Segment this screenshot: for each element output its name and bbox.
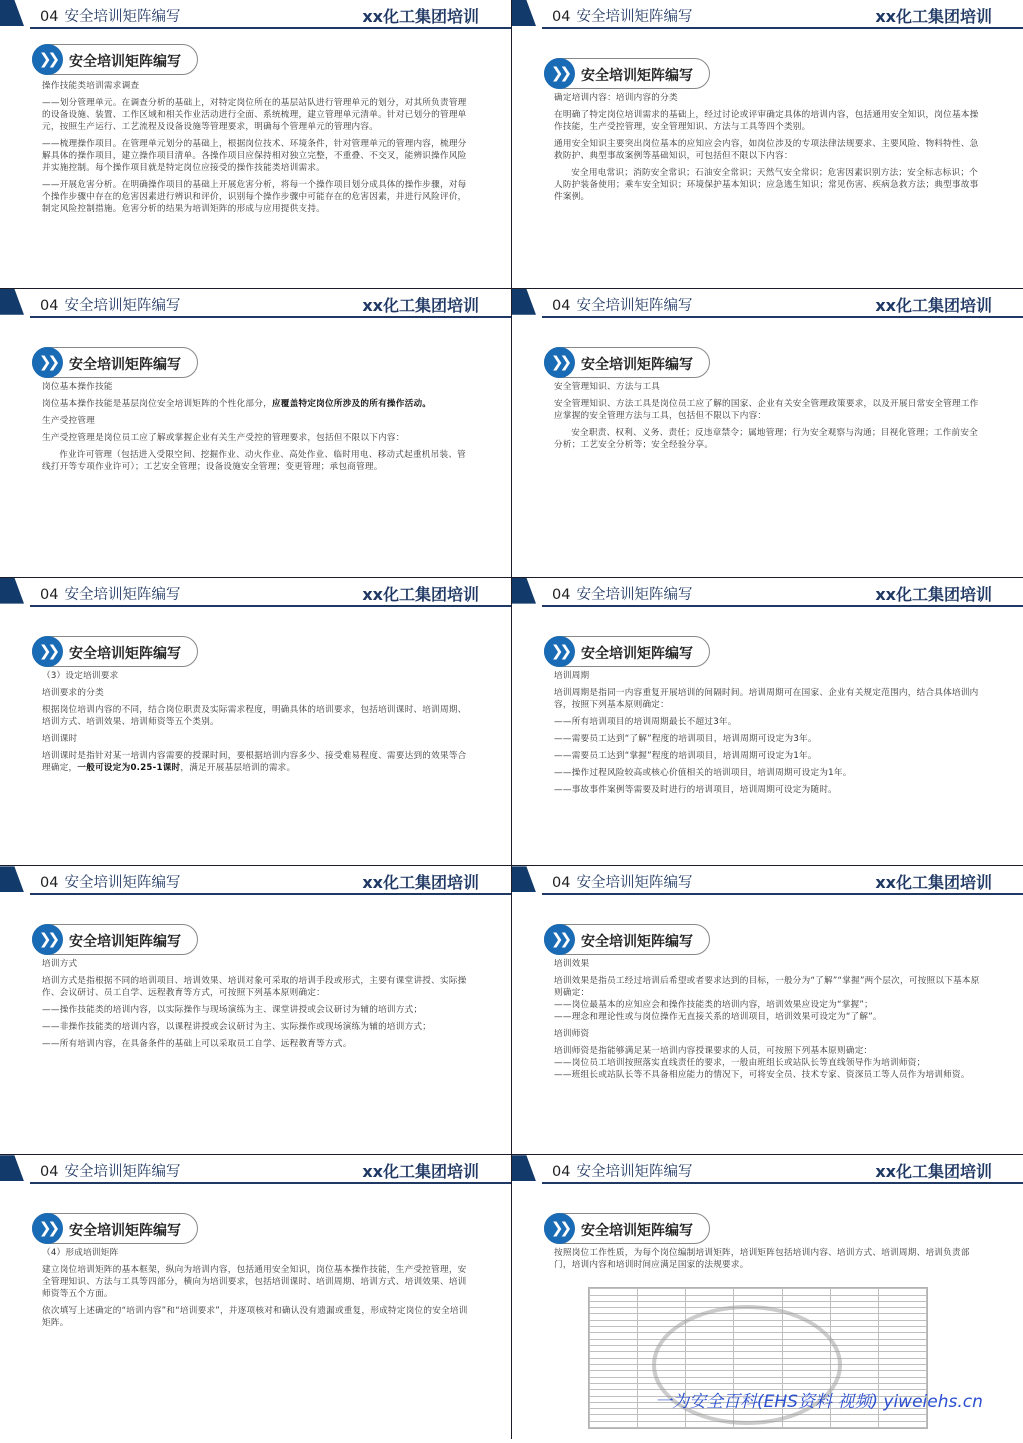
paragraph bbox=[42, 80, 472, 92]
watermark-text: 一为安全百科(EHS资料 视频) yiweiehs.cn bbox=[655, 1392, 983, 1413]
paragraph bbox=[554, 999, 984, 1011]
section-badge bbox=[544, 924, 710, 955]
section-title bbox=[40, 871, 180, 892]
text: 培训效果 bbox=[554, 959, 590, 970]
brand-title: xx化工集团培训 bbox=[875, 1162, 992, 1182]
text: ——所有培训内容，在具备条件的基础上可以采取员工自学、远程教育等方式。 bbox=[42, 1039, 352, 1050]
text: （3）设定培训要求 bbox=[42, 670, 119, 681]
paragraph bbox=[42, 670, 472, 682]
slide-4 bbox=[512, 289, 1023, 577]
paragraph bbox=[42, 138, 472, 174]
paragraph bbox=[42, 704, 472, 728]
slide-body bbox=[554, 958, 984, 1086]
double-chevron-icon: ❯❯ bbox=[32, 44, 63, 75]
slide-body bbox=[554, 92, 984, 208]
text: 依次填写上述确定的“培训内容”和“培训要求”，并逐项核对和确认没有遗漏或重复，形成特定岗位的安全培训矩阵。 bbox=[42, 1306, 468, 1329]
bold-text: 一般可设定为0.25-1课时 bbox=[77, 762, 181, 773]
text: ，满足开展基层培训的需求。 bbox=[180, 762, 296, 773]
text: 培训师资 bbox=[554, 1029, 590, 1040]
section-badge bbox=[32, 44, 198, 75]
header-corner-shape bbox=[512, 0, 536, 26]
section-title bbox=[552, 871, 692, 892]
section-title-text: 安全培训矩阵编写 bbox=[576, 586, 693, 603]
slide-10 bbox=[512, 1155, 1023, 1443]
header-divider bbox=[30, 316, 511, 318]
text: 确定培训内容：培训内容的分类 bbox=[554, 93, 678, 103]
slide-5 bbox=[0, 578, 511, 866]
header-corner-shape bbox=[512, 289, 536, 315]
header-corner-shape bbox=[0, 578, 24, 604]
section-title-text: 安全培训矩阵编写 bbox=[576, 9, 693, 25]
section-title bbox=[552, 1160, 692, 1181]
section-badge bbox=[544, 58, 710, 89]
slide-3 bbox=[0, 289, 511, 577]
slide-9 bbox=[0, 1155, 511, 1443]
section-badge bbox=[544, 636, 710, 667]
section-title-text: 安全培训矩阵编写 bbox=[576, 875, 693, 892]
slide-body bbox=[42, 80, 472, 220]
slide-body bbox=[554, 670, 984, 801]
paragraph bbox=[554, 975, 984, 999]
text: 培训师资是指能够满足某一培训内容授课要求的人员，可按照下列基本原则确定： bbox=[554, 1046, 873, 1057]
text: ——岗位最基本的应知应会和操作技能类的培训内容，培训效果应设定为“掌握”； bbox=[554, 1000, 873, 1011]
text: 培训课时是指针对某一培训内容需要的授课时间，要根据培训内容多少、接受难易程度、需要达到的效果等合理确定， bbox=[42, 750, 467, 773]
text: ——操作过程风险较高或核心价值相关的培训项目，培训周期可设定为1年。 bbox=[554, 767, 852, 778]
header-corner-shape bbox=[0, 0, 24, 26]
section-title bbox=[552, 583, 692, 604]
paragraph bbox=[554, 784, 984, 796]
section-number: 04 bbox=[40, 1164, 59, 1181]
text: 生产受控管理 bbox=[42, 415, 96, 426]
section-title bbox=[552, 5, 692, 26]
text: 在明确了特定岗位培训需求的基础上，经过讨论或评审确定具体的培训内容，包括通用安全知识，岗位基本操作技能，生产受控管理，安全管理知识、方法与工具等四个类别。 bbox=[554, 110, 979, 132]
section-title-text: 安全培训矩阵编写 bbox=[576, 297, 693, 314]
header-divider bbox=[30, 893, 511, 895]
header-corner-shape bbox=[512, 866, 536, 892]
slide-2 bbox=[512, 0, 1023, 288]
header-corner-shape bbox=[512, 1155, 536, 1181]
slide-body bbox=[42, 670, 472, 779]
double-chevron-icon: ❯❯ bbox=[32, 924, 63, 955]
badge-title: 安全培训矩阵编写 bbox=[69, 356, 181, 373]
paragraph bbox=[42, 179, 472, 215]
paragraph bbox=[554, 381, 984, 393]
badge-title: 安全培训矩阵编写 bbox=[69, 645, 181, 662]
paragraph bbox=[554, 167, 984, 203]
paragraph bbox=[554, 750, 984, 762]
paragraph bbox=[42, 958, 472, 970]
double-chevron-icon: ❯❯ bbox=[544, 347, 575, 378]
header-divider bbox=[30, 1182, 511, 1184]
header-divider bbox=[542, 1182, 1023, 1184]
slide-body bbox=[42, 958, 472, 1055]
paragraph bbox=[554, 109, 984, 133]
section-number: 04 bbox=[552, 297, 571, 314]
brand-title: xx化工集团培训 bbox=[875, 295, 992, 315]
paragraph bbox=[42, 1264, 472, 1300]
table-cell bbox=[878, 1421, 926, 1427]
paragraph bbox=[42, 381, 472, 393]
section-title bbox=[40, 5, 180, 26]
double-chevron-icon: ❯❯ bbox=[32, 636, 63, 667]
paragraph bbox=[42, 975, 472, 999]
text: ——需要员工达到“掌握”程度的培训项目，培训周期可设定为1年。 bbox=[554, 750, 817, 761]
badge-title: 安全培训矩阵编写 bbox=[581, 356, 693, 373]
section-number: 04 bbox=[40, 586, 59, 603]
text: ——岗位员工培训按照落实直线责任的要求，一般由班组长或站队长等直线领导作为培训师资； bbox=[554, 1058, 926, 1069]
text: ——划分管理单元。在调查分析的基础上，对特定岗位所在的基层站队进行管理单元的划分，对其所负责管理的设备设施、装置、工作区域和相关作业活动进行全面、系统梳理，建立管理单元清单。针对已划分的管理单元，按照生产运行、工艺流程及设备设施等管理要求，明确每个管理单元的管理内容。 bbox=[42, 98, 467, 132]
brand-title: xx化工集团培训 bbox=[362, 584, 479, 604]
brand-title: xx化工集团培训 bbox=[875, 873, 992, 893]
paragraph bbox=[42, 1247, 472, 1259]
header-divider bbox=[30, 27, 511, 29]
paragraph bbox=[554, 427, 984, 451]
section-title bbox=[40, 294, 180, 315]
brand-title: xx化工集团培训 bbox=[362, 873, 479, 893]
slide-8 bbox=[512, 866, 1023, 1154]
paragraph bbox=[42, 1038, 472, 1050]
text: 生产受控管理是岗位员工应了解或掌握企业有关生产受控的管理要求，包括但不限以下内容： bbox=[42, 432, 405, 443]
text: ——开展危害分析。在明确操作项目的基础上开展危害分析，将每一个操作项目划分成具体的操作步骤，对每个操作步骤中存在的危害因素进行辨识和评价，识别每个操作步骤中可能存在的危害因素，并进行风险评价，制定风险控制措施。危害分析的结果为培训矩阵的形成与应用提供支持。 bbox=[42, 180, 467, 214]
text: 培训课时 bbox=[42, 733, 78, 744]
section-number: 04 bbox=[40, 9, 59, 25]
header-corner-shape bbox=[0, 289, 24, 315]
paragraph bbox=[554, 767, 984, 779]
text: 岗位基本操作技能 bbox=[42, 381, 113, 392]
text: 安全管理知识、方法工具是岗位员工应了解的国家、企业有关安全管理政策要求，以及开展日常安全管理工作应掌握的安全管理方法与工具，包括但不限以下内容： bbox=[554, 398, 979, 421]
text: 作业许可管理（包括进入受限空间、挖掘作业、动火作业、高处作业、临时用电、移动式起重机吊装、管线打开等专项作业许可）；工艺安全管理；设备设施安全管理；变更管理；承包商管理。 bbox=[42, 449, 467, 472]
text: ——事故事件案例等需要及时进行的培训项目，培训周期可设定为随时。 bbox=[554, 784, 838, 795]
text: ——理念和理论性或与岗位操作无直接关系的培训项目，培训效果可设定为“了解”。 bbox=[554, 1012, 882, 1023]
badge-title: 安全培训矩阵编写 bbox=[581, 68, 693, 84]
slide-body bbox=[554, 1247, 984, 1276]
text: ——需要员工达到“了解”程度的培训项目，培训周期可设定为3年。 bbox=[554, 733, 817, 744]
text: 培训方式是指根据不同的培训项目、培训效果、培训对象可采取的培训手段或形式，主要有课堂讲授、实际操作、会议研讨、员工自学、远程教育等方式，可按照下列基本原则确定： bbox=[42, 976, 467, 999]
text: 安全职责、权利、义务、责任；反违章禁令；属地管理；行为安全观察与沟通；目视化管理；工作前安全分析；工艺安全分析等；安全经验分享。 bbox=[554, 427, 979, 450]
double-chevron-icon: ❯❯ bbox=[544, 1213, 575, 1244]
text: ——梳理操作项目。在管理单元划分的基础上，根据岗位技术、环境条件，针对管理单元的管理内容，梳理分解具体的操作项目，建立操作项目清单。各操作项目应保持相对独立完整，不重叠、不交叉，能辨识操作风险并实施控制。每个操作项目就是特定岗位应接受的操作技能类培训需求。 bbox=[42, 139, 467, 173]
text: 操作技能类培训需求调查 bbox=[42, 81, 140, 91]
section-number: 04 bbox=[40, 875, 59, 892]
badge-title: 安全培训矩阵编写 bbox=[69, 1223, 181, 1240]
section-title-text: 安全培训矩阵编写 bbox=[64, 875, 181, 892]
paragraph bbox=[554, 733, 984, 745]
header-corner-shape bbox=[0, 866, 24, 892]
slide-body bbox=[554, 381, 984, 456]
section-badge bbox=[544, 347, 710, 378]
section-title bbox=[40, 1160, 180, 1181]
table-cell bbox=[638, 1421, 686, 1427]
brand-title: xx化工集团培训 bbox=[875, 7, 992, 26]
section-title-text: 安全培训矩阵编写 bbox=[64, 9, 181, 25]
paragraph bbox=[554, 670, 984, 682]
brand-title: xx化工集团培训 bbox=[362, 295, 479, 315]
paragraph bbox=[554, 1045, 984, 1057]
paragraph bbox=[42, 1305, 472, 1329]
section-badge bbox=[544, 1213, 710, 1244]
text: 培训方式 bbox=[42, 959, 78, 970]
header-corner-shape bbox=[512, 578, 536, 604]
brand-title: xx化工集团培训 bbox=[875, 584, 992, 604]
paragraph bbox=[42, 97, 472, 133]
table-cell bbox=[782, 1421, 830, 1427]
header-divider bbox=[30, 605, 511, 607]
text: 根据岗位培训内容的不同，结合岗位职责及实际需求程度，明确具体的培训要求，包括培训课时、培训周期、培训方式、培训效果、培训师资等五个类别。 bbox=[42, 704, 467, 727]
brand-title: xx化工集团培训 bbox=[362, 1162, 479, 1182]
paragraph bbox=[42, 1004, 472, 1016]
slide-7 bbox=[0, 866, 511, 1154]
paragraph bbox=[554, 958, 984, 970]
text: ——所有培训项目的培训周期最长不超过3年。 bbox=[554, 716, 737, 727]
double-chevron-icon: ❯❯ bbox=[544, 636, 575, 667]
badge-title: 安全培训矩阵编写 bbox=[69, 934, 181, 951]
badge-title: 安全培训矩阵编写 bbox=[581, 645, 693, 662]
paragraph bbox=[42, 432, 472, 444]
header-divider bbox=[542, 27, 1023, 29]
paragraph bbox=[42, 750, 472, 774]
section-number: 04 bbox=[40, 297, 59, 314]
section-title bbox=[40, 583, 180, 604]
text: 建立岗位培训矩阵的基本框架，纵向为培训内容，包括通用安全知识，岗位基本操作技能，生产受控管理，安全管理知识、方法与工具等四部分，横向为培训要求，包括培训课时、培训周期、培训方式、培训效果、培训师资等五个方面。 bbox=[42, 1265, 467, 1300]
slide-body bbox=[42, 381, 472, 478]
double-chevron-icon: ❯❯ bbox=[32, 1213, 63, 1244]
paragraph bbox=[554, 138, 984, 162]
double-chevron-icon: ❯❯ bbox=[544, 924, 575, 955]
text: 安全管理知识、方法与工具 bbox=[554, 381, 661, 392]
double-chevron-icon: ❯❯ bbox=[544, 58, 575, 89]
slide-1 bbox=[0, 0, 511, 288]
table-cell bbox=[830, 1421, 878, 1427]
section-title-text: 安全培训矩阵编写 bbox=[64, 297, 181, 314]
paragraph bbox=[42, 415, 472, 427]
text: 培训周期是指同一内容重复开展培训的间隔时间。培训周期可在国家、企业有关规定范围内，结合具体培训内容，按照下列基本原则确定： bbox=[554, 687, 979, 710]
paragraph bbox=[554, 1028, 984, 1040]
brand-title: xx化工集团培训 bbox=[362, 7, 479, 26]
text: 培训效果是指员工经过培训后希望或者要求达到的目标，一般分为“了解”“掌握”两个层次，可按照以下基本原则确定： bbox=[554, 976, 980, 999]
text: 岗位基本操作技能是基层岗位安全培训矩阵的个性化部分， bbox=[42, 398, 272, 409]
paragraph bbox=[554, 92, 984, 104]
text: ——非操作技能类的培训内容，以课程讲授或会议研讨为主、实际操作或现场演练为辅的培训方式； bbox=[42, 1022, 432, 1033]
paragraph bbox=[554, 1057, 984, 1069]
section-number: 04 bbox=[552, 1164, 571, 1181]
paragraph bbox=[42, 398, 472, 410]
text: 通用安全知识主要突出岗位基本的应知应会内容，如岗位涉及的专项法律法规要求、主要风险、物料特性、急救防护、典型事故案例等基础知识，可包括但不限以下内容： bbox=[554, 139, 979, 161]
text: ——操作技能类的培训内容，以实际操作与现场演练为主、课堂讲授或会议研讨为辅的培训方式； bbox=[42, 1005, 423, 1016]
section-title-text: 安全培训矩阵编写 bbox=[64, 1164, 181, 1181]
section-badge bbox=[32, 924, 198, 955]
paragraph bbox=[554, 687, 984, 711]
slide-6 bbox=[512, 578, 1023, 866]
badge-title: 安全培训矩阵编写 bbox=[69, 54, 181, 70]
section-number: 04 bbox=[552, 875, 571, 892]
section-badge bbox=[32, 636, 198, 667]
section-title bbox=[552, 294, 692, 315]
text: （4）形成培训矩阵 bbox=[42, 1248, 119, 1259]
paragraph bbox=[42, 687, 472, 699]
bold-text: 应覆盖特定岗位所涉及的所有操作活动。 bbox=[271, 398, 432, 409]
paragraph bbox=[42, 1021, 472, 1033]
text: 安全用电常识；消防安全常识；石油安全常识；天然气安全常识；危害因素识别方法；安全标志标识；个人防护装备使用；乘车安全知识；环境保护基本知识；应急逃生知识；常见伤害、疾病急救方法；典型事故事件案例。 bbox=[554, 168, 979, 202]
section-title-text: 安全培训矩阵编写 bbox=[576, 1164, 693, 1181]
slide-body bbox=[42, 1247, 472, 1334]
paragraph bbox=[42, 449, 472, 473]
header-divider bbox=[542, 316, 1023, 318]
section-badge bbox=[32, 347, 198, 378]
badge-title: 安全培训矩阵编写 bbox=[581, 934, 693, 951]
double-chevron-icon: ❯❯ bbox=[32, 347, 63, 378]
badge-title: 安全培训矩阵编写 bbox=[581, 1223, 693, 1240]
section-number: 04 bbox=[552, 9, 571, 25]
paragraph bbox=[554, 716, 984, 728]
paragraph bbox=[554, 1011, 984, 1023]
text: 培训要求的分类 bbox=[42, 687, 104, 698]
paragraph bbox=[554, 398, 984, 422]
header-divider bbox=[542, 893, 1023, 895]
text: 按照岗位工作性质，为每个岗位编制培训矩阵，培训矩阵包括培训内容、培训方式、培训周期、培训负责部门，培训内容和培训时间应满足国家的法规要求。 bbox=[554, 1248, 970, 1271]
section-badge bbox=[32, 1213, 198, 1244]
text: 培训周期 bbox=[554, 670, 590, 681]
header-corner-shape bbox=[0, 1155, 24, 1181]
paragraph bbox=[554, 1247, 984, 1271]
section-title-text: 安全培训矩阵编写 bbox=[64, 586, 181, 603]
text: ——班组长或站队长等不具备相应能力的情况下，可将安全员、技术专家、资深员工等人员作为培训师资。 bbox=[554, 1070, 970, 1081]
section-number: 04 bbox=[552, 586, 571, 603]
header-divider bbox=[542, 605, 1023, 607]
paragraph bbox=[42, 733, 472, 745]
table-cell bbox=[590, 1421, 638, 1427]
paragraph bbox=[554, 1069, 984, 1081]
